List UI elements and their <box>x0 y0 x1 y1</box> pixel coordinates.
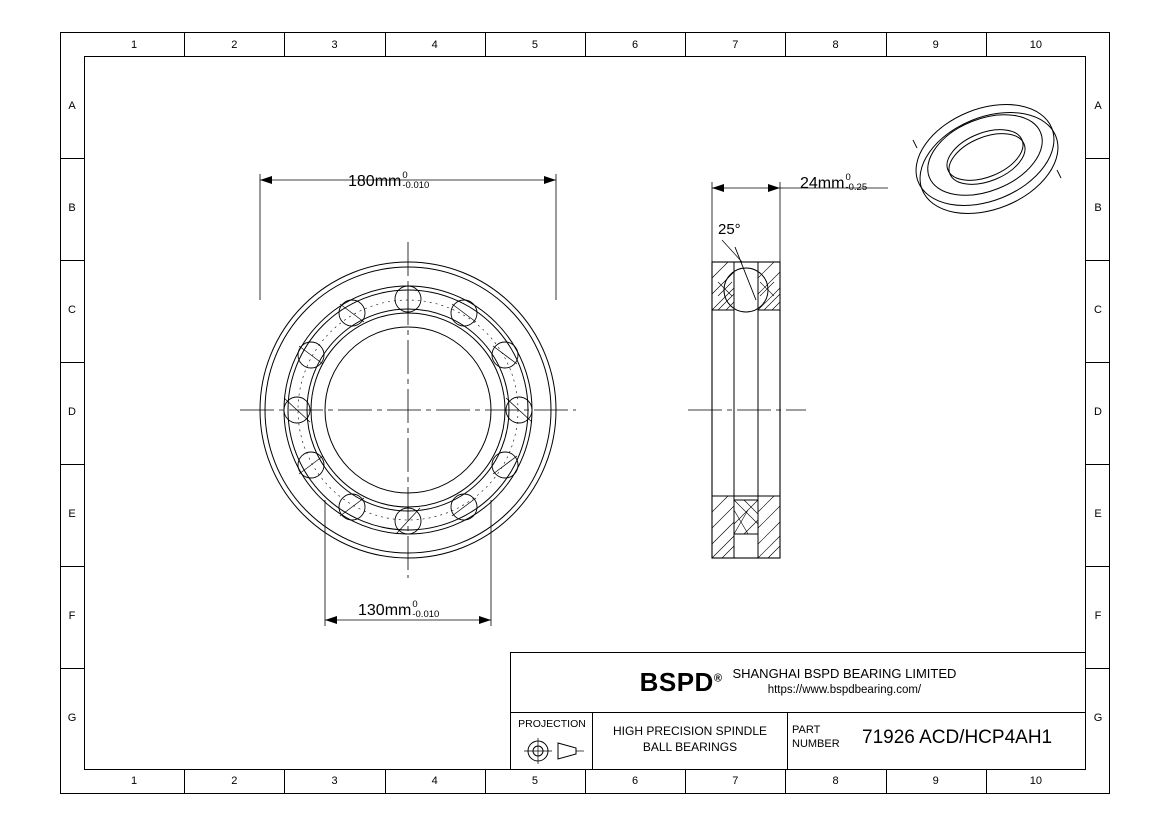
brand-block <box>510 652 1086 712</box>
zone-column-label-bottom-1: 1 <box>131 775 138 787</box>
dimension-width-tol-lower: -0.25 <box>845 182 868 193</box>
title-block-row-separator <box>510 712 1086 713</box>
dimension-width <box>800 173 867 193</box>
zone-column-label-bottom-9: 9 <box>932 775 939 787</box>
zone-column-label-top-9: 9 <box>932 39 939 51</box>
zone-column-label-top-10: 10 <box>1029 39 1043 51</box>
section-view <box>688 247 806 558</box>
dimension-bore-diameter-value: 130mm <box>358 602 412 619</box>
zone-column-label-bottom-7: 7 <box>732 775 739 787</box>
zone-column-label-bottom-4: 4 <box>431 775 438 787</box>
part-number-label <box>792 723 862 751</box>
isometric-view <box>901 85 1073 232</box>
zone-row-label-left-A: A <box>68 100 76 112</box>
zone-row-label-left-B: B <box>68 202 76 214</box>
dimension-bore-diameter-tol-lower: -0.010 <box>412 609 440 620</box>
brand-name: BSPD <box>639 666 714 697</box>
title-block-divider-2 <box>787 712 788 770</box>
dimension-width-tol-upper: 0 <box>845 172 851 183</box>
dimension-width-value: 24mm <box>800 175 845 192</box>
zone-row-label-left-G: G <box>67 712 77 724</box>
dimension-contact-angle: 25° <box>718 221 741 238</box>
zone-row-label-right-B: B <box>1094 202 1102 214</box>
zone-row-label-left-D: D <box>68 406 76 418</box>
zone-column-label-top-6: 6 <box>632 39 639 51</box>
part-number-value: 71926 ACD/HCP4AH1 <box>862 727 1053 748</box>
product-description <box>594 723 786 755</box>
part-number-label-line2: NUMBER <box>792 738 840 750</box>
company-website: https://www.bspdbearing.com/ <box>767 684 922 696</box>
product-description-line1: HIGH PRECISION SPINDLE <box>612 724 768 738</box>
zone-row-label-left-C: C <box>68 304 76 316</box>
zone-row-label-left-E: E <box>68 508 76 520</box>
zone-column-label-top-3: 3 <box>331 39 338 51</box>
dimension-bore-diameter-tol-upper: 0 <box>412 599 418 610</box>
zone-row-label-right-A: A <box>1094 100 1102 112</box>
zone-row-label-right-D: D <box>1094 406 1102 418</box>
dimension-lines <box>260 174 888 626</box>
zone-column-label-bottom-2: 2 <box>231 775 238 787</box>
dimension-outer-diameter <box>348 171 429 191</box>
zone-column-label-top-1: 1 <box>131 39 138 51</box>
product-description-line2: BALL BEARINGS <box>642 740 738 754</box>
registered-mark-icon: ® <box>713 671 723 684</box>
brand-logo <box>640 667 723 698</box>
dimension-outer-diameter-tol-upper: 0 <box>402 170 408 181</box>
zone-column-label-top-8: 8 <box>832 39 839 51</box>
zone-column-label-top-5: 5 <box>531 39 538 51</box>
zone-row-label-left-F: F <box>68 610 76 622</box>
dimension-outer-diameter-tol-lower: -0.010 <box>402 180 430 191</box>
first-angle-projection-icon <box>514 735 590 767</box>
zone-row-label-right-F: F <box>1094 610 1102 622</box>
zone-column-label-top-4: 4 <box>431 39 438 51</box>
dimension-outer-diameter-value: 180mm <box>348 173 402 190</box>
zone-row-label-right-C: C <box>1094 304 1102 316</box>
part-number-label-line1: PART <box>792 724 821 736</box>
zone-row-label-right-E: E <box>1094 508 1102 520</box>
company-block <box>732 665 956 699</box>
projection-label: PROJECTION <box>518 718 586 730</box>
front-view <box>240 242 576 578</box>
zone-column-label-bottom-5: 5 <box>531 775 538 787</box>
zone-column-label-bottom-3: 3 <box>331 775 338 787</box>
zone-column-label-top-7: 7 <box>732 39 739 51</box>
company-name: SHANGHAI BSPD BEARING LIMITED <box>732 666 957 681</box>
zone-column-label-bottom-8: 8 <box>832 775 839 787</box>
dimension-bore-diameter <box>358 600 439 620</box>
zone-column-label-bottom-6: 6 <box>632 775 639 787</box>
zone-column-label-top-2: 2 <box>231 39 238 51</box>
zone-column-label-bottom-10: 10 <box>1029 775 1043 787</box>
zone-row-label-right-G: G <box>1093 712 1103 724</box>
title-block-divider-1 <box>592 712 593 770</box>
